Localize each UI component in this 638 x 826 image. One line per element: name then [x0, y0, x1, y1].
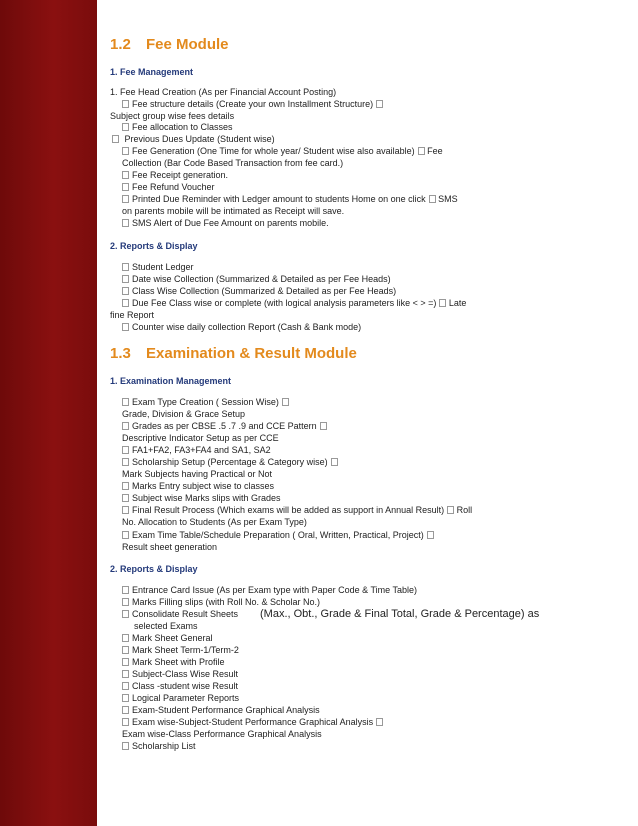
checkbox-icon	[122, 100, 129, 108]
list-item: Date wise Collection (Summarized & Detailed as per Fee Heads)	[122, 274, 391, 285]
list-item: Fee Generation (One Time for whole year/ Student wise also available) Fee	[122, 146, 443, 157]
section-title: Fee Module	[146, 36, 229, 53]
list-item: Fee Receipt generation.	[122, 170, 228, 181]
checkbox-icon	[122, 694, 129, 702]
checkbox-icon	[112, 135, 119, 143]
list-item: Printed Due Reminder with Ledger amount to students Home on one click SMS	[122, 194, 458, 205]
list-item: fine Report	[110, 310, 155, 320]
checkbox-icon	[122, 219, 129, 227]
list-item: Scholarship List	[122, 741, 196, 752]
list-item: Logical Parameter Reports	[122, 693, 239, 704]
checkbox-icon	[122, 670, 129, 678]
section-heading-fee	[110, 36, 229, 53]
list-item: selected Exams	[134, 621, 198, 631]
list-item: on parents mobile will be intimated as Receipt will save.	[122, 206, 345, 216]
list-item: Result sheet generation	[122, 542, 218, 552]
checkbox-icon	[376, 100, 383, 108]
checkbox-icon	[122, 195, 129, 203]
checkbox-icon	[122, 718, 129, 726]
checkbox-icon	[122, 422, 129, 430]
checkbox-icon	[122, 171, 129, 179]
checkbox-icon	[122, 506, 129, 514]
list-item: Exam Type Creation ( Session Wise)	[122, 397, 289, 408]
checkbox-icon	[122, 287, 129, 295]
list-item: Mark Sheet with Profile	[122, 657, 225, 668]
list-item: Student Ledger	[122, 262, 194, 273]
list-item: Counter wise daily collection Report (Cash & Bank mode)	[122, 322, 361, 333]
checkbox-icon	[331, 458, 338, 466]
fee-management-heading: 1. Fee Management	[110, 67, 194, 77]
list-item: Scholarship Setup (Percentage & Category wise)	[122, 457, 338, 468]
list-item: Mark Subjects having Practical or Not	[122, 469, 273, 479]
checkbox-icon	[122, 646, 129, 654]
checkbox-icon	[122, 398, 129, 406]
list-item: Exam wise-Class Performance Graphical Analysis	[122, 729, 322, 739]
list-item: Mark Sheet General	[122, 633, 213, 644]
checkbox-icon	[427, 531, 434, 539]
list-item: No. Allocation to Students (As per Exam Type)	[122, 517, 307, 527]
checkbox-icon	[376, 718, 383, 726]
list-item: Mark Sheet Term-1/Term-2	[122, 645, 239, 656]
list-item: Fee Refund Voucher	[122, 182, 215, 193]
list-item: Grade, Division & Grace Setup	[122, 409, 246, 419]
checkbox-icon	[122, 123, 129, 131]
list-item: Exam Time Table/Schedule Preparation ( Oral, Written, Practical, Project)	[122, 530, 434, 541]
list-item: Previous Dues Update (Student wise)	[112, 134, 275, 145]
checkbox-icon	[122, 610, 129, 618]
checkbox-icon	[122, 275, 129, 283]
list-item: Fee structure details (Create your own Installment Structure)	[122, 99, 383, 110]
checkbox-icon	[122, 682, 129, 690]
fee-reports-heading: 2. Reports & Display	[110, 241, 198, 251]
list-item: Marks Filling slips (with Roll No. & Scholar No.)	[122, 597, 320, 608]
list-item: SMS Alert of Due Fee Amount on parents mobile.	[122, 218, 329, 229]
section-heading-exam	[110, 345, 357, 362]
list-item: Class Wise Collection (Summarized & Detailed as per Fee Heads)	[122, 286, 396, 297]
checkbox-icon	[122, 742, 129, 750]
checkbox-icon	[122, 299, 129, 307]
list-item: Fee allocation to Classes	[122, 122, 233, 133]
checkbox-icon	[122, 658, 129, 666]
checkbox-icon	[122, 482, 129, 490]
section-title: Examination & Result Module	[146, 345, 357, 362]
exam-management-heading: 1. Examination Management	[110, 376, 232, 386]
left-sidebar-band	[0, 0, 97, 826]
list-item: Class -student wise Result	[122, 681, 238, 692]
checkbox-icon	[429, 195, 436, 203]
checkbox-icon	[447, 506, 454, 514]
list-item: Final Result Process (Which exams will be added as support in Annual Result) Roll	[122, 505, 472, 516]
exam-reports-heading: 2. Reports & Display	[110, 564, 198, 574]
checkbox-icon	[122, 706, 129, 714]
checkbox-icon	[122, 586, 129, 594]
section-number: 1.2	[110, 36, 131, 53]
checkbox-icon	[418, 147, 425, 155]
list-item: Exam-Student Performance Graphical Analysis	[122, 705, 320, 716]
checkbox-icon	[122, 147, 129, 155]
list-item: Descriptive Indicator Setup as per CCE	[122, 433, 279, 443]
list-item: Subject group wise fees details	[110, 111, 235, 121]
checkbox-icon	[122, 634, 129, 642]
checkbox-icon	[122, 323, 129, 331]
list-item: 1. Fee Head Creation (As per Financial Account Posting)	[110, 87, 337, 97]
list-item: Collection (Bar Code Based Transaction from fee card.)	[122, 158, 344, 168]
checkbox-icon	[320, 422, 327, 430]
checkbox-icon	[122, 598, 129, 606]
checkbox-icon	[122, 531, 129, 539]
list-item: Grades as per CBSE .5 .7 .9 and CCE Pattern	[122, 421, 327, 432]
list-item: Marks Entry subject wise to classes	[122, 481, 274, 492]
checkbox-icon	[439, 299, 446, 307]
checkbox-icon	[122, 183, 129, 191]
checkbox-icon	[122, 458, 129, 466]
list-item: FA1+FA2, FA3+FA4 and SA1, SA2	[122, 445, 271, 456]
list-item: Exam wise-Subject-Student Performance Graphical Analysis	[122, 717, 383, 728]
checkbox-icon	[122, 263, 129, 271]
list-item: Due Fee Class wise or complete (with logical analysis parameters like < > =) Late	[122, 298, 466, 309]
section-number: 1.3	[110, 345, 131, 362]
list-item: Subject wise Marks slips with Grades	[122, 493, 281, 504]
checkbox-icon	[122, 494, 129, 502]
list-item: Consolidate Result Sheets	[122, 609, 238, 620]
list-item: Entrance Card Issue (As per Exam type with Paper Code & Time Table)	[122, 585, 417, 596]
list-item: Subject-Class Wise Result	[122, 669, 238, 680]
checkbox-icon	[122, 446, 129, 454]
list-item: (Max., Obt., Grade & Final Total, Grade & Percentage) as	[260, 608, 540, 620]
checkbox-icon	[282, 398, 289, 406]
